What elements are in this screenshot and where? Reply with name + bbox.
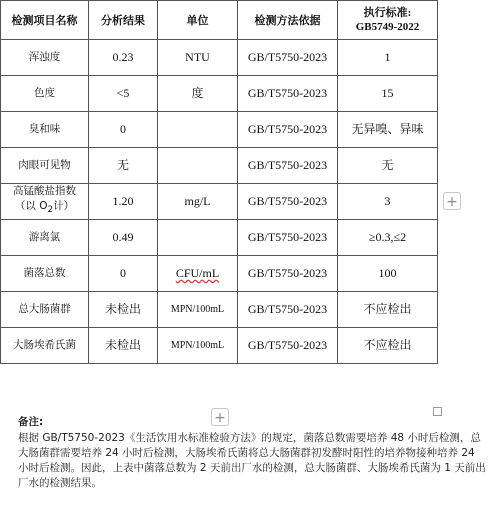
cell-method[interactable]: GB/T5750-2023 xyxy=(238,220,338,256)
table-row xyxy=(1,112,438,148)
cell-result[interactable]: <5 xyxy=(89,76,158,112)
cell-item[interactable]: 肉眼可见物 xyxy=(1,148,89,184)
cell-method[interactable]: GB/T5750-2023 xyxy=(238,184,338,220)
cell-standard[interactable]: 无异嗅、异味 xyxy=(338,112,438,148)
cell-item[interactable]: 色度 xyxy=(1,76,89,112)
cell-item[interactable]: 菌落总数 xyxy=(1,256,89,292)
table-header-row xyxy=(1,1,438,40)
cell-unit[interactable]: NTU xyxy=(158,40,238,76)
cell-item-line1: 高锰酸盐指数 xyxy=(13,185,76,198)
cell-unit[interactable]: MPN/100mL xyxy=(158,328,238,364)
cell-method[interactable]: GB/T5750-2023 xyxy=(238,256,338,292)
cell-result[interactable]: 未检出 xyxy=(89,292,158,328)
cell-unit[interactable] xyxy=(158,148,238,184)
cell-result[interactable]: 未检出 xyxy=(89,328,158,364)
cell-item-line2-suffix: 计） xyxy=(53,200,75,213)
remarks-section xyxy=(18,415,488,491)
cell-unit[interactable]: 度 xyxy=(158,76,238,112)
cell-unit[interactable] xyxy=(158,112,238,148)
table-row xyxy=(1,328,438,364)
cell-result[interactable]: 无 xyxy=(89,148,158,184)
cell-item[interactable]: 大肠埃希氏菌 xyxy=(1,328,89,364)
cell-unit[interactable]: MPN/100mL xyxy=(158,292,238,328)
table-row xyxy=(1,76,438,112)
cell-standard[interactable]: 不应检出 xyxy=(338,328,438,364)
cell-unit-text: CFU/mL xyxy=(175,266,220,280)
cell-unit[interactable] xyxy=(158,220,238,256)
cell-standard[interactable]: 无 xyxy=(338,148,438,184)
header-method[interactable]: 检测方法依据 xyxy=(238,1,338,40)
table-row xyxy=(1,220,438,256)
cell-item[interactable]: 游离氯 xyxy=(1,220,89,256)
remarks-body: 根据 GB/T5750-2023《生活饮用水标准检验方法》的规定，菌落总数需要培养 48 小时后检测，总大肠菌群需要培养 24 小时后检测，大肠埃希氏菌将总大肠菌群初发酵时阳性的培养物接种培养 24 小时后检测。因此，上表中菌落总数为 2 天前出厂水的检测，总大肠菌群、大肠埃希氏菌为 1 天前出厂水的检测结果。 xyxy=(18,432,486,489)
table-row xyxy=(1,148,438,184)
cell-item[interactable] xyxy=(1,184,89,220)
cell-method[interactable]: GB/T5750-2023 xyxy=(238,148,338,184)
cell-result[interactable]: 1.20 xyxy=(89,184,158,220)
cell-standard[interactable]: 15 xyxy=(338,76,438,112)
cell-unit[interactable]: mg/L xyxy=(158,184,238,220)
header-unit[interactable]: 单位 xyxy=(158,1,238,40)
cell-standard[interactable]: 100 xyxy=(338,256,438,292)
cell-result[interactable]: 0.49 xyxy=(89,220,158,256)
cell-result[interactable]: 0 xyxy=(89,256,158,292)
cell-standard[interactable]: 不应检出 xyxy=(338,292,438,328)
cell-item-line2-sub: 2 xyxy=(47,205,54,216)
cell-method[interactable]: GB/T5750-2023 xyxy=(238,76,338,112)
header-standard-line2: GB5749-2022 xyxy=(355,21,420,33)
plus-icon: + xyxy=(214,410,226,426)
cell-standard[interactable]: 1 xyxy=(338,40,438,76)
cell-method[interactable]: GB/T5750-2023 xyxy=(238,40,338,76)
cell-method[interactable]: GB/T5750-2023 xyxy=(238,112,338,148)
cell-result[interactable]: 0.23 xyxy=(89,40,158,76)
cell-standard[interactable]: ≥0.3,≤2 xyxy=(338,220,438,256)
cell-method[interactable]: GB/T5750-2023 xyxy=(238,292,338,328)
plus-icon: + xyxy=(446,194,458,210)
cell-result[interactable]: 0 xyxy=(89,112,158,148)
cell-item[interactable]: 总大肠菌群 xyxy=(1,292,89,328)
header-standard-line1: 执行标准: xyxy=(363,7,412,19)
table-row xyxy=(1,256,438,292)
table-row xyxy=(1,184,438,220)
cell-standard[interactable]: 3 xyxy=(338,184,438,220)
remarks-title: 备注: xyxy=(18,416,44,428)
table-row xyxy=(1,40,438,76)
header-standard[interactable] xyxy=(338,1,438,40)
header-result[interactable]: 分析结果 xyxy=(89,1,158,40)
cell-item[interactable]: 浑浊度 xyxy=(1,40,89,76)
cell-method[interactable]: GB/T5750-2023 xyxy=(238,328,338,364)
table-row xyxy=(1,292,438,328)
add-column-button[interactable] xyxy=(443,192,461,210)
header-item-name[interactable]: 检测项目名称 xyxy=(1,1,89,40)
cell-item-line2-prefix: （以 O xyxy=(14,200,48,213)
cell-item[interactable]: 臭和味 xyxy=(1,112,89,148)
cell-unit[interactable] xyxy=(158,256,238,292)
